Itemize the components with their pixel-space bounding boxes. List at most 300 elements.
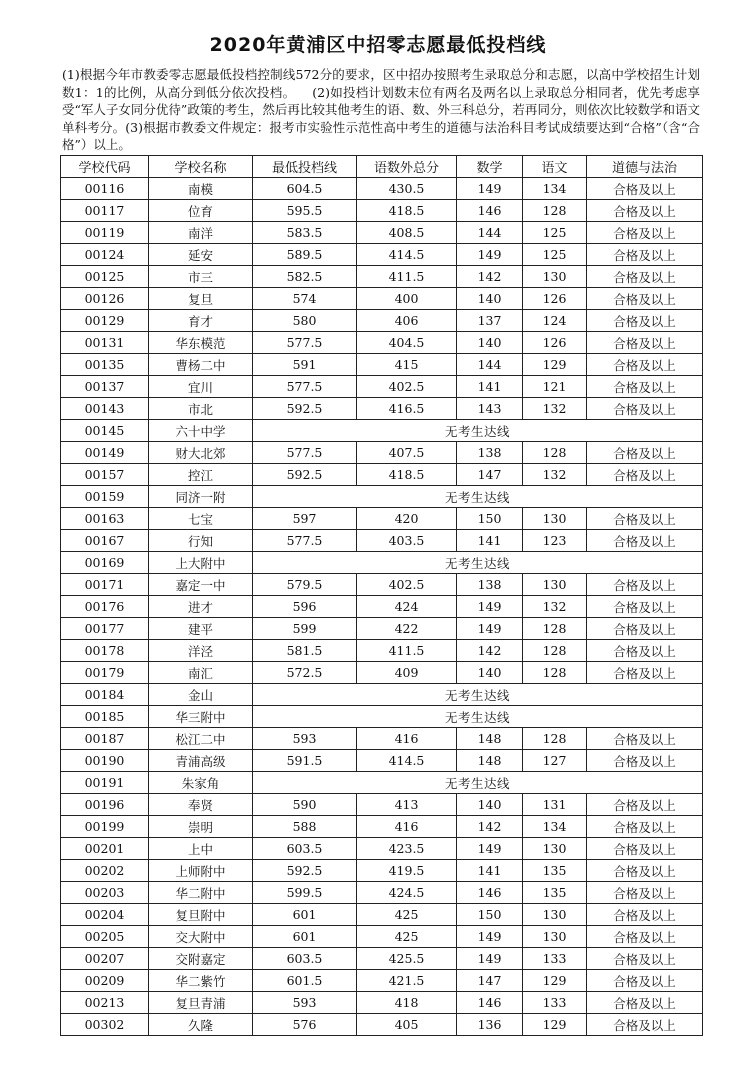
cell-ethics: 合格及以上 <box>587 816 703 838</box>
cell-math: 146 <box>457 992 523 1014</box>
cell-no-qualified-students: 无考生达线 <box>253 552 703 574</box>
cell-math: 142 <box>457 266 523 288</box>
cell-min-score: 596 <box>253 596 357 618</box>
table-row <box>61 618 703 640</box>
cell-ethics: 合格及以上 <box>587 882 703 904</box>
cell-math: 144 <box>457 354 523 376</box>
cell-ethics: 合格及以上 <box>587 596 703 618</box>
cell-chinese: 132 <box>523 398 587 420</box>
cell-chinese: 129 <box>523 354 587 376</box>
cell-min-score: 604.5 <box>253 178 357 200</box>
cell-math: 149 <box>457 596 523 618</box>
cell-math: 140 <box>457 332 523 354</box>
cell-school-name: 延安 <box>149 244 253 266</box>
cell-chinese: 130 <box>523 508 587 530</box>
cell-school-name: 南洋 <box>149 222 253 244</box>
cell-school-name: 宜川 <box>149 376 253 398</box>
cell-school-code: 00209 <box>61 970 149 992</box>
table-row <box>61 266 703 288</box>
cell-school-code: 00190 <box>61 750 149 772</box>
cell-chinese: 130 <box>523 926 587 948</box>
cell-ethics: 合格及以上 <box>587 354 703 376</box>
cell-min-score: 577.5 <box>253 376 357 398</box>
cell-ethics: 合格及以上 <box>587 970 703 992</box>
cell-ethics: 合格及以上 <box>587 332 703 354</box>
cell-ethics: 合格及以上 <box>587 1014 703 1036</box>
cell-ethics: 合格及以上 <box>587 750 703 772</box>
table-row <box>61 640 703 662</box>
cell-core-total: 430.5 <box>357 178 457 200</box>
cell-math: 141 <box>457 860 523 882</box>
table-row <box>61 376 703 398</box>
cell-math: 146 <box>457 200 523 222</box>
cell-ethics: 合格及以上 <box>587 244 703 266</box>
cell-math: 142 <box>457 640 523 662</box>
cell-math: 149 <box>457 838 523 860</box>
cell-min-score: 590 <box>253 794 357 816</box>
cell-school-code: 00116 <box>61 178 149 200</box>
cell-min-score: 593 <box>253 728 357 750</box>
cell-min-score: 580 <box>253 310 357 332</box>
cell-ethics: 合格及以上 <box>587 464 703 486</box>
cell-math: 138 <box>457 574 523 596</box>
cell-school-name: 华东模范 <box>149 332 253 354</box>
cell-ethics: 合格及以上 <box>587 728 703 750</box>
table-row <box>61 926 703 948</box>
table-row <box>61 574 703 596</box>
cell-math: 140 <box>457 794 523 816</box>
cell-math: 148 <box>457 750 523 772</box>
cell-school-code: 00171 <box>61 574 149 596</box>
cell-chinese: 126 <box>523 332 587 354</box>
table-row <box>61 530 703 552</box>
cell-math: 137 <box>457 310 523 332</box>
cell-min-score: 603.5 <box>253 838 357 860</box>
cell-no-qualified-students: 无考生达线 <box>253 684 703 706</box>
cell-core-total: 411.5 <box>357 640 457 662</box>
cell-school-code: 00135 <box>61 354 149 376</box>
cell-math: 148 <box>457 728 523 750</box>
table-header-row <box>61 156 703 178</box>
cell-chinese: 132 <box>523 464 587 486</box>
cell-school-code: 00185 <box>61 706 149 728</box>
cell-school-code: 00131 <box>61 332 149 354</box>
cell-math: 142 <box>457 816 523 838</box>
cell-ethics: 合格及以上 <box>587 662 703 684</box>
cell-min-score: 599.5 <box>253 882 357 904</box>
cell-chinese: 121 <box>523 376 587 398</box>
cell-school-name: 洋泾 <box>149 640 253 662</box>
cell-core-total: 422 <box>357 618 457 640</box>
cell-school-code: 00184 <box>61 684 149 706</box>
cell-no-qualified-students: 无考生达线 <box>253 486 703 508</box>
cell-chinese: 135 <box>523 882 587 904</box>
cell-min-score: 592.5 <box>253 860 357 882</box>
cell-chinese: 125 <box>523 222 587 244</box>
header-ethics: 道德与法治 <box>587 156 703 178</box>
cell-school-name: 控江 <box>149 464 253 486</box>
cell-chinese: 130 <box>523 838 587 860</box>
cell-min-score: 591 <box>253 354 357 376</box>
cell-core-total: 404.5 <box>357 332 457 354</box>
cell-core-total: 400 <box>357 288 457 310</box>
cell-school-code: 00204 <box>61 904 149 926</box>
cell-chinese: 130 <box>523 266 587 288</box>
cell-core-total: 418 <box>357 992 457 1014</box>
cell-school-code: 00157 <box>61 464 149 486</box>
cell-ethics: 合格及以上 <box>587 442 703 464</box>
cell-chinese: 125 <box>523 244 587 266</box>
cell-school-code: 00178 <box>61 640 149 662</box>
cell-school-name: 华三附中 <box>149 706 253 728</box>
cell-chinese: 128 <box>523 662 587 684</box>
cell-math: 150 <box>457 508 523 530</box>
cell-min-score: 603.5 <box>253 948 357 970</box>
cell-min-score: 591.5 <box>253 750 357 772</box>
cell-school-code: 00179 <box>61 662 149 684</box>
table-row <box>61 706 703 728</box>
table-row <box>61 1014 703 1036</box>
table-row <box>61 398 703 420</box>
table-row <box>61 662 703 684</box>
cell-ethics: 合格及以上 <box>587 310 703 332</box>
cell-school-code: 00169 <box>61 552 149 574</box>
cell-school-name: 育才 <box>149 310 253 332</box>
cell-school-name: 建平 <box>149 618 253 640</box>
cell-school-name: 上师附中 <box>149 860 253 882</box>
cell-school-code: 00205 <box>61 926 149 948</box>
cell-ethics: 合格及以上 <box>587 288 703 310</box>
intro-rule-3: (3)根据市教委文件规定：报考市实验性示范性高中考生的道德与法治科目考试成绩要达到“合格”（含“合格”）以上。 <box>62 119 700 152</box>
cell-ethics: 合格及以上 <box>587 266 703 288</box>
cell-min-score: 577.5 <box>253 530 357 552</box>
cell-ethics: 合格及以上 <box>587 618 703 640</box>
table-row <box>61 838 703 860</box>
cell-school-code: 00199 <box>61 816 149 838</box>
cell-math: 138 <box>457 442 523 464</box>
table-row <box>61 332 703 354</box>
cell-core-total: 403.5 <box>357 530 457 552</box>
cell-core-total: 414.5 <box>357 244 457 266</box>
cell-school-code: 00159 <box>61 486 149 508</box>
cell-school-code: 00119 <box>61 222 149 244</box>
cell-chinese: 127 <box>523 750 587 772</box>
table-row <box>61 992 703 1014</box>
cell-core-total: 416.5 <box>357 398 457 420</box>
cell-school-name: 复旦 <box>149 288 253 310</box>
cell-school-code: 00126 <box>61 288 149 310</box>
cell-school-name: 市三 <box>149 266 253 288</box>
cell-school-code: 00196 <box>61 794 149 816</box>
cell-min-score: 581.5 <box>253 640 357 662</box>
cell-no-qualified-students: 无考生达线 <box>253 420 703 442</box>
cell-min-score: 579.5 <box>253 574 357 596</box>
cell-school-code: 00145 <box>61 420 149 442</box>
header-min-score: 最低投档线 <box>253 156 357 178</box>
cell-chinese: 129 <box>523 1014 587 1036</box>
cell-ethics: 合格及以上 <box>587 794 703 816</box>
cell-school-name: 久隆 <box>149 1014 253 1036</box>
cell-min-score: 583.5 <box>253 222 357 244</box>
cell-core-total: 414.5 <box>357 750 457 772</box>
cell-ethics: 合格及以上 <box>587 178 703 200</box>
cell-core-total: 415 <box>357 354 457 376</box>
cell-ethics: 合格及以上 <box>587 200 703 222</box>
cell-chinese: 130 <box>523 574 587 596</box>
page-title: 2020年黄浦区中招零志愿最低投档线 <box>209 34 547 56</box>
cell-min-score: 577.5 <box>253 332 357 354</box>
header-school-name: 学校名称 <box>149 156 253 178</box>
cell-core-total: 409 <box>357 662 457 684</box>
cell-school-name: 行知 <box>149 530 253 552</box>
cell-ethics: 合格及以上 <box>587 222 703 244</box>
table-row <box>61 772 703 794</box>
table-row <box>61 750 703 772</box>
table-row <box>61 816 703 838</box>
cell-min-score: 582.5 <box>253 266 357 288</box>
table-row <box>61 310 703 332</box>
cell-school-code: 00129 <box>61 310 149 332</box>
table-row <box>61 860 703 882</box>
cell-ethics: 合格及以上 <box>587 508 703 530</box>
cell-core-total: 418.5 <box>357 464 457 486</box>
table-row <box>61 904 703 926</box>
table-row <box>61 486 703 508</box>
cell-school-name: 南汇 <box>149 662 253 684</box>
cell-school-code: 00143 <box>61 398 149 420</box>
cell-min-score: 589.5 <box>253 244 357 266</box>
cell-core-total: 419.5 <box>357 860 457 882</box>
cell-chinese: 132 <box>523 596 587 618</box>
cell-school-name: 进才 <box>149 596 253 618</box>
cell-school-name: 青浦高级 <box>149 750 253 772</box>
cell-min-score: 597 <box>253 508 357 530</box>
cell-school-code: 00137 <box>61 376 149 398</box>
cell-no-qualified-students: 无考生达线 <box>253 706 703 728</box>
cell-min-score: 577.5 <box>253 442 357 464</box>
cell-school-code: 00124 <box>61 244 149 266</box>
cell-chinese: 123 <box>523 530 587 552</box>
cell-school-name: 南模 <box>149 178 253 200</box>
cell-school-code: 00207 <box>61 948 149 970</box>
cell-core-total: 416 <box>357 728 457 750</box>
cell-math: 143 <box>457 398 523 420</box>
cell-core-total: 421.5 <box>357 970 457 992</box>
cell-chinese: 124 <box>523 310 587 332</box>
table-row <box>61 552 703 574</box>
table-row <box>61 882 703 904</box>
cell-school-name: 六十中学 <box>149 420 253 442</box>
cell-math: 144 <box>457 222 523 244</box>
cell-math: 141 <box>457 530 523 552</box>
table-row <box>61 244 703 266</box>
cell-core-total: 424 <box>357 596 457 618</box>
cell-school-name: 曹杨二中 <box>149 354 253 376</box>
table-row <box>61 288 703 310</box>
cell-core-total: 418.5 <box>357 200 457 222</box>
cell-min-score: 588 <box>253 816 357 838</box>
cell-min-score: 595.5 <box>253 200 357 222</box>
cell-school-name: 财大北郊 <box>149 442 253 464</box>
cell-ethics: 合格及以上 <box>587 992 703 1014</box>
cell-chinese: 128 <box>523 442 587 464</box>
cell-school-name: 金山 <box>149 684 253 706</box>
cell-core-total: 411.5 <box>357 266 457 288</box>
cell-min-score: 576 <box>253 1014 357 1036</box>
table-row <box>61 948 703 970</box>
cell-school-code: 00163 <box>61 508 149 530</box>
cell-core-total: 413 <box>357 794 457 816</box>
cell-min-score: 599 <box>253 618 357 640</box>
cell-math: 149 <box>457 618 523 640</box>
cell-core-total: 408.5 <box>357 222 457 244</box>
table-row <box>61 178 703 200</box>
cell-math: 149 <box>457 926 523 948</box>
cell-math: 147 <box>457 464 523 486</box>
cell-chinese: 128 <box>523 728 587 750</box>
cell-core-total: 425.5 <box>357 948 457 970</box>
header-math: 数学 <box>457 156 523 178</box>
cell-ethics: 合格及以上 <box>587 640 703 662</box>
cell-school-name: 复旦青浦 <box>149 992 253 1014</box>
table-row <box>61 508 703 530</box>
cell-school-name: 位育 <box>149 200 253 222</box>
cell-min-score: 601 <box>253 904 357 926</box>
cell-school-code: 00302 <box>61 1014 149 1036</box>
table-row <box>61 794 703 816</box>
intro-rule-1: (1)根据今年市教委零志愿最低投档控制线572分的要求，区中招办按照考生录取总分和志愿，以高中学校招生计划数1：1的比例，从高分到低分依次投档。 <box>62 67 700 100</box>
cell-school-code: 00125 <box>61 266 149 288</box>
cell-min-score: 572.5 <box>253 662 357 684</box>
cell-school-name: 同济一附 <box>149 486 253 508</box>
cell-math: 140 <box>457 288 523 310</box>
cell-school-code: 00201 <box>61 838 149 860</box>
cell-no-qualified-students: 无考生达线 <box>253 772 703 794</box>
cell-chinese: 133 <box>523 992 587 1014</box>
cell-ethics: 合格及以上 <box>587 926 703 948</box>
cell-school-code: 00203 <box>61 882 149 904</box>
cell-math: 149 <box>457 948 523 970</box>
cell-core-total: 402.5 <box>357 376 457 398</box>
cell-school-code: 00167 <box>61 530 149 552</box>
cell-core-total: 402.5 <box>357 574 457 596</box>
cell-school-code: 00187 <box>61 728 149 750</box>
cell-chinese: 128 <box>523 618 587 640</box>
table-row <box>61 222 703 244</box>
cell-chinese: 134 <box>523 816 587 838</box>
cell-school-code: 00213 <box>61 992 149 1014</box>
cell-min-score: 601.5 <box>253 970 357 992</box>
cell-ethics: 合格及以上 <box>587 904 703 926</box>
table-row <box>61 420 703 442</box>
cell-chinese: 130 <box>523 904 587 926</box>
table-row <box>61 200 703 222</box>
cell-core-total: 423.5 <box>357 838 457 860</box>
header-chinese: 语文 <box>523 156 587 178</box>
table-row <box>61 970 703 992</box>
cell-school-name: 七宝 <box>149 508 253 530</box>
cell-chinese: 129 <box>523 970 587 992</box>
cell-core-total: 420 <box>357 508 457 530</box>
cell-chinese: 126 <box>523 288 587 310</box>
table-row <box>61 728 703 750</box>
cell-ethics: 合格及以上 <box>587 838 703 860</box>
cell-ethics: 合格及以上 <box>587 948 703 970</box>
table-row <box>61 596 703 618</box>
cell-core-total: 406 <box>357 310 457 332</box>
cell-chinese: 135 <box>523 860 587 882</box>
cutoff-score-table <box>60 155 703 1036</box>
cell-chinese: 128 <box>523 640 587 662</box>
cell-math: 146 <box>457 882 523 904</box>
cell-school-name: 复旦附中 <box>149 904 253 926</box>
cell-school-code: 00149 <box>61 442 149 464</box>
cell-core-total: 416 <box>357 816 457 838</box>
cell-school-name: 朱家角 <box>149 772 253 794</box>
cell-min-score: 592.5 <box>253 464 357 486</box>
table-row <box>61 684 703 706</box>
cell-school-name: 华二紫竹 <box>149 970 253 992</box>
table-body <box>61 178 703 1036</box>
cell-school-code: 00176 <box>61 596 149 618</box>
cell-core-total: 405 <box>357 1014 457 1036</box>
cell-school-name: 交附嘉定 <box>149 948 253 970</box>
cell-chinese: 128 <box>523 200 587 222</box>
cell-ethics: 合格及以上 <box>587 860 703 882</box>
cell-math: 149 <box>457 178 523 200</box>
cell-core-total: 424.5 <box>357 882 457 904</box>
cell-math: 149 <box>457 244 523 266</box>
intro-rule-2: (2)如投档计划数末位有两名及两名以上录取总分相同者，优先考虑享受“军人子女同分优待”政策的考生，然后再比较其他考生的语、数、外三科总分，若再同分，则依次比较数学和语文单科考分。 <box>62 84 700 135</box>
cell-core-total: 407.5 <box>357 442 457 464</box>
cell-school-code: 00191 <box>61 772 149 794</box>
cell-core-total: 425 <box>357 904 457 926</box>
header-school-code: 学校代码 <box>61 156 149 178</box>
cell-school-name: 交大附中 <box>149 926 253 948</box>
cell-chinese: 133 <box>523 948 587 970</box>
cell-math: 147 <box>457 970 523 992</box>
cell-school-name: 市北 <box>149 398 253 420</box>
cell-school-name: 上大附中 <box>149 552 253 574</box>
intro-paragraph <box>62 66 700 154</box>
cell-school-name: 嘉定一中 <box>149 574 253 596</box>
cell-math: 136 <box>457 1014 523 1036</box>
cell-min-score: 593 <box>253 992 357 1014</box>
cell-school-name: 松江二中 <box>149 728 253 750</box>
cell-chinese: 134 <box>523 178 587 200</box>
cell-school-code: 00202 <box>61 860 149 882</box>
cell-ethics: 合格及以上 <box>587 574 703 596</box>
table-row <box>61 354 703 376</box>
cell-min-score: 601 <box>253 926 357 948</box>
table-row <box>61 442 703 464</box>
cell-school-name: 崇明 <box>149 816 253 838</box>
cell-math: 141 <box>457 376 523 398</box>
cell-school-name: 奉贤 <box>149 794 253 816</box>
cell-school-name: 上中 <box>149 838 253 860</box>
cell-chinese: 131 <box>523 794 587 816</box>
cell-ethics: 合格及以上 <box>587 376 703 398</box>
cell-school-code: 00177 <box>61 618 149 640</box>
cell-ethics: 合格及以上 <box>587 530 703 552</box>
cell-school-name: 华二附中 <box>149 882 253 904</box>
cell-min-score: 592.5 <box>253 398 357 420</box>
cell-math: 140 <box>457 662 523 684</box>
cell-min-score: 574 <box>253 288 357 310</box>
cell-core-total: 425 <box>357 926 457 948</box>
cell-school-code: 00117 <box>61 200 149 222</box>
header-core-total: 语数外总分 <box>357 156 457 178</box>
